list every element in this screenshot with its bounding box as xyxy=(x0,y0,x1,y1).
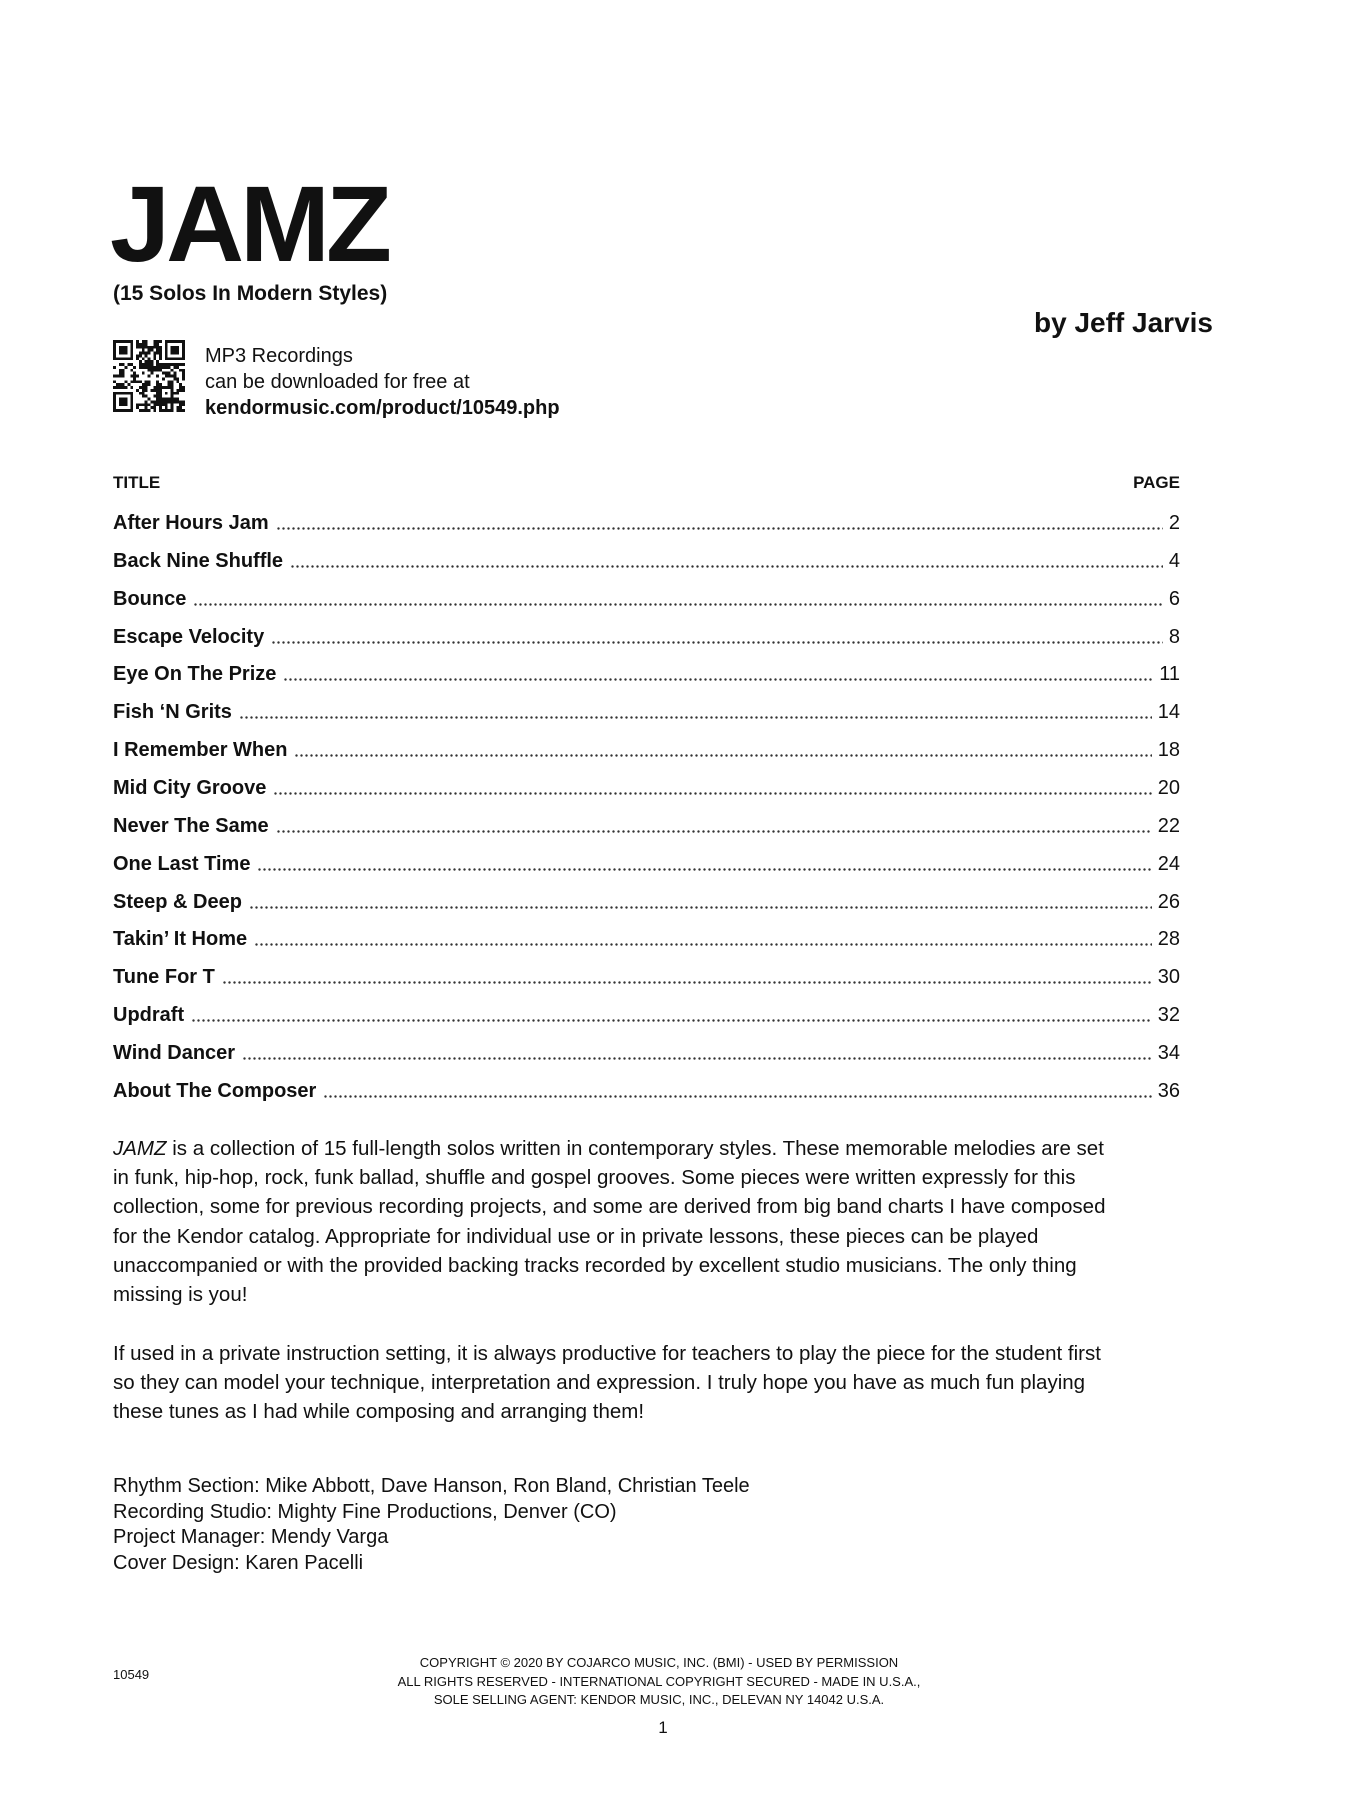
toc-entry xyxy=(113,845,1180,883)
dot-leader xyxy=(271,625,1163,649)
toc-entry-page: 36 xyxy=(1157,1079,1180,1102)
page-number: 1 xyxy=(658,1718,668,1737)
dot-leader xyxy=(323,1079,1151,1103)
toc-entry-page: 24 xyxy=(1157,852,1180,875)
toc-entry-page: 34 xyxy=(1157,1041,1180,1064)
download-line-2: can be downloaded for free at xyxy=(205,371,470,393)
toc-entry-title: Eye On The Prize xyxy=(113,663,277,686)
toc-entry-title: Mid City Groove xyxy=(113,776,267,799)
toc-entry-title: Back Nine Shuffle xyxy=(113,549,284,572)
paragraph-line: these tunes as I had while composing and arranging them! xyxy=(113,1400,645,1424)
toc-entry xyxy=(113,769,1180,807)
dot-leader xyxy=(191,1003,1152,1027)
intro-paragraph-1 xyxy=(113,1134,1105,1309)
toc-entry-title: After Hours Jam xyxy=(113,511,269,534)
toc-entry-page: 2 xyxy=(1168,511,1180,534)
paragraph-line: in funk, hip-hop, rock, funk ballad, shuffle and gospel grooves. Some pieces were written expressly for this xyxy=(113,1166,1076,1190)
paragraph-line: collection, some for previous recording projects, and some are derived from big band charts I have composed xyxy=(113,1195,1106,1219)
toc-entry-title: Updraft xyxy=(113,1004,185,1027)
intro-paragraph-2 xyxy=(113,1339,1101,1427)
toc-entry xyxy=(113,996,1180,1034)
qr-code xyxy=(113,340,185,412)
toc-entry-page: 26 xyxy=(1157,890,1180,913)
toc-page-header: PAGE xyxy=(1133,473,1180,492)
download-line-1: MP3 Recordings xyxy=(205,345,353,367)
catalog-number: 10549 xyxy=(113,1667,150,1682)
credit-line: Cover Design: Karen Pacelli xyxy=(113,1551,364,1574)
toc-entry xyxy=(113,693,1180,731)
toc-entry-title: About The Composer xyxy=(113,1079,317,1102)
toc-entry xyxy=(113,958,1180,996)
paragraph-line: missing is you! xyxy=(113,1283,248,1307)
toc-entry-page: 32 xyxy=(1157,1004,1180,1027)
credit-line: Recording Studio: Mighty Fine Productions, Denver (CO) xyxy=(113,1500,617,1523)
dot-leader xyxy=(294,738,1151,762)
toc-entry xyxy=(113,883,1180,921)
toc-title-header: TITLE xyxy=(113,473,161,492)
toc-entry-page: 28 xyxy=(1157,928,1180,951)
dot-leader xyxy=(254,927,1152,951)
toc-entry-page: 6 xyxy=(1168,587,1180,610)
toc-entry-title: Tune For T xyxy=(113,966,215,989)
toc-entry-page: 8 xyxy=(1168,625,1180,648)
toc-entry-title: Wind Dancer xyxy=(113,1041,236,1064)
dot-leader xyxy=(276,814,1152,838)
toc-entry xyxy=(113,504,1180,542)
toc-entry-page: 4 xyxy=(1168,549,1180,572)
credit-line: Project Manager: Mendy Varga xyxy=(113,1526,389,1548)
dot-leader xyxy=(249,890,1152,914)
paragraph-line: If used in a private instruction setting, it is always productive for teachers to play the piece for the student first xyxy=(113,1342,1101,1365)
toc-entry xyxy=(113,1072,1180,1110)
dot-leader xyxy=(222,965,1152,989)
dot-leader xyxy=(276,511,1163,535)
dot-leader xyxy=(273,776,1151,800)
paragraph-line: for the Kendor catalog. Appropriate for individual use or in private lessons, these pieces can be played xyxy=(113,1224,1039,1248)
credit-line: Rhythm Section: Mike Abbott, Dave Hanson, Ron Bland, Christian Teele xyxy=(113,1475,750,1497)
toc-entry-page: 30 xyxy=(1157,966,1180,989)
dot-leader xyxy=(283,662,1153,686)
toc-header xyxy=(113,471,1180,495)
toc-entry-title: Escape Velocity xyxy=(113,625,265,648)
copyright-line: COPYRIGHT © 2020 BY COJARCO MUSIC, INC. (BMI) - USED BY PERMISSION xyxy=(419,1655,899,1670)
paragraph-line: so they can model your technique, interpretation and expression. I truly hope you have as much fun playing xyxy=(113,1371,1086,1395)
toc-entry-page: 11 xyxy=(1159,663,1180,686)
dot-leader xyxy=(242,1041,1152,1065)
credits xyxy=(113,1474,750,1576)
toc-entry-page: 22 xyxy=(1157,814,1180,837)
toc-entry-page: 18 xyxy=(1157,739,1180,762)
toc-entry-page: 14 xyxy=(1157,701,1180,724)
dot-leader xyxy=(239,700,1152,724)
toc-entry-title: Never The Same xyxy=(113,814,269,837)
toc-list xyxy=(113,504,1180,1110)
toc-entry-title: Fish ‘N Grits xyxy=(113,701,232,724)
toc-entry xyxy=(113,807,1180,845)
dot-leader xyxy=(193,587,1163,611)
toc-entry-title: Steep & Deep xyxy=(113,890,242,913)
paragraph-line-text: is a collection of 15 full-length solos written in contemporary styles. These memorable melodies are set xyxy=(166,1137,1104,1160)
toc-entry xyxy=(113,542,1180,580)
toc-entry-title: Takin’ It Home xyxy=(113,928,248,951)
toc-entry xyxy=(113,1034,1180,1072)
toc-entry-title: I Remember When xyxy=(113,739,288,762)
author-byline: by Jeff Jarvis xyxy=(1034,307,1213,338)
toc-entry xyxy=(113,580,1180,618)
toc-entry xyxy=(113,618,1180,656)
toc-entry xyxy=(113,920,1180,958)
toc-entry xyxy=(113,731,1180,769)
paragraph-line xyxy=(113,1134,1105,1163)
dot-leader xyxy=(257,852,1151,876)
toc-entry-title: One Last Time xyxy=(113,852,251,875)
paragraph-line: unaccompanied or with the provided backing tracks recorded by excellent studio musicians. The only thing xyxy=(113,1253,1077,1277)
copyright-line: SOLE SELLING AGENT: KENDOR MUSIC, INC., DELEVAN NY 14042 U.S.A. xyxy=(433,1692,885,1707)
toc-entry-page: 20 xyxy=(1157,776,1180,799)
copyright-notice xyxy=(359,1654,959,1710)
download-url: kendormusic.com/product/10549.php xyxy=(205,397,560,419)
document-title: JAMZ xyxy=(110,163,388,284)
toc-entry xyxy=(113,655,1180,693)
toc-entry-title: Bounce xyxy=(113,587,187,610)
dot-leader xyxy=(290,549,1163,573)
document-subtitle: (15 Solos In Modern Styles) xyxy=(113,282,388,305)
title-emphasis: JAMZ xyxy=(113,1137,167,1160)
copyright-line: ALL RIGHTS RESERVED - INTERNATIONAL COPYRIGHT SECURED - MADE IN U.S.A., xyxy=(397,1673,921,1689)
download-info xyxy=(205,343,560,421)
